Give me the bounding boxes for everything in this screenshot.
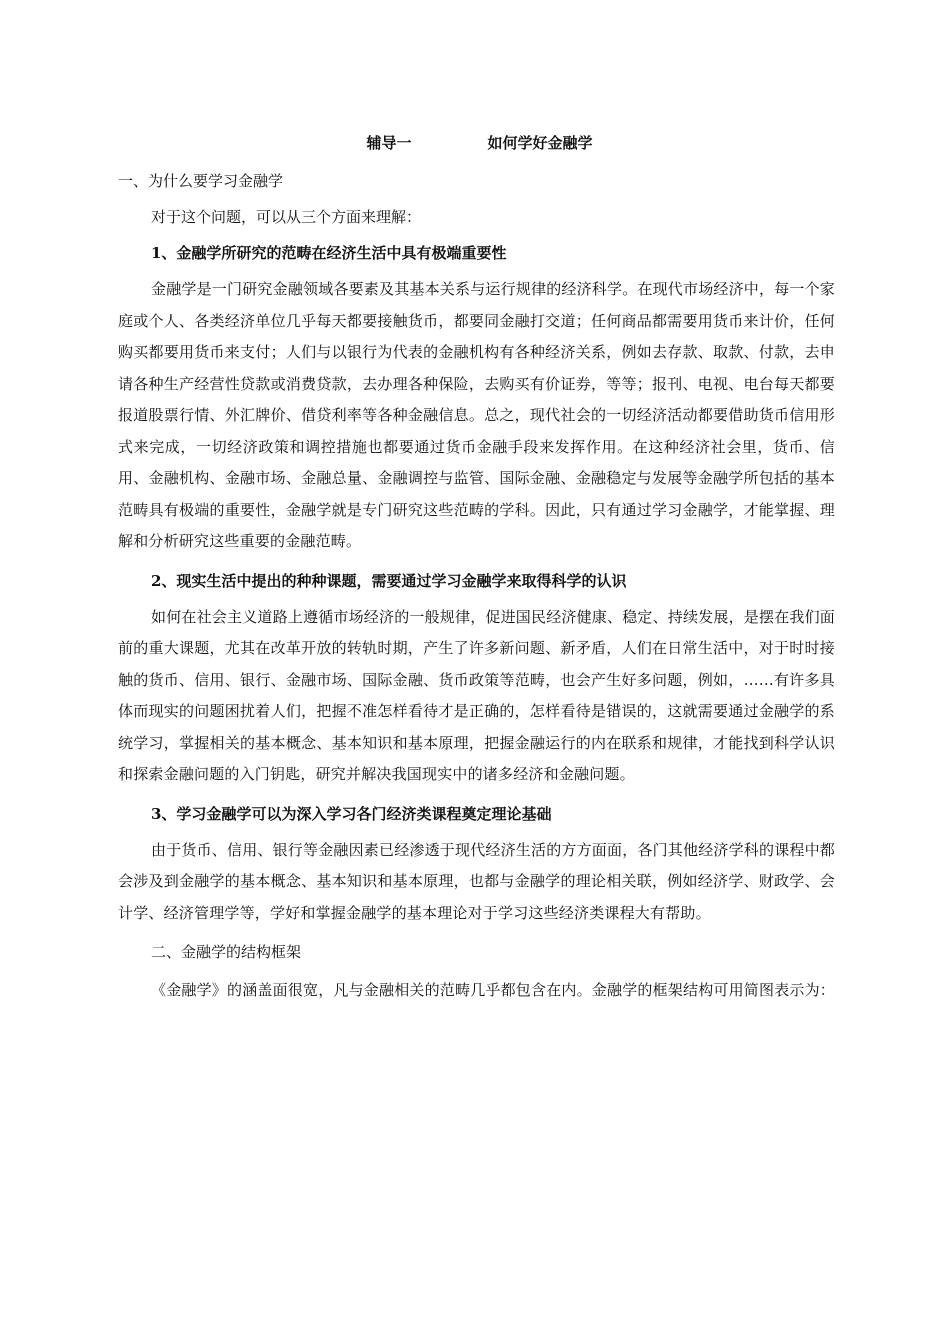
section2-heading: 二、金融学的结构框架 — [151, 943, 302, 961]
point1-body: 金融学是一门研究金融领域各要素及其基本关系与运行规律的经济科学。在现代市场经济中，每一个家庭或个人、各类经济单位几乎每天都要接触货币，都要同金融打交道；任何商品都需要用货币来计价，任何购买都要用货币来支付；人们与以银行为代表的金融机构有各种经济关系，例如去存款、取款、付款，去申请各种生产经营性贷款或消费贷款，去办理各种保险，去购买有价证券，等等；报刊、电视、电台每天都要报道股票行情、外汇牌价、借贷利率等各种金融信息。总之，现代社会的一切经济活动都要借助货币信用形式来完成，一切经济政策和调控措施也都要通过货币金融手段来发挥作用。在这种经济社会里，货币、信用、金融机构、金融市场、金融总量、金融调控与监管、国际金融、金融稳定与发展等金融学所包括的基本范畴具有极端的重要性，金融学就是专门研究这些范畴的学科。因此，只有通过学习金融学，才能掌握、理解和分析研究这些重要的金融范畴。 — [118, 280, 836, 550]
document-title — [118, 128, 835, 158]
section1-intro: 对于这个问题，可以从三个方面来理解： — [151, 208, 422, 226]
point2-heading: 2、现实生活中提出的种种课题，需要通过学习金融学来取得科学的认识 — [151, 571, 627, 590]
document-page — [118, 128, 835, 1007]
point1-heading: 1、金融学所研究的范畴在经济生活中具有极端重要性 — [151, 244, 507, 262]
section2-body: 《金融学》的涵盖面很宽，凡与金融相关的范畴几乎都包含在内。金融学的框架结构可用简图表示为： — [151, 981, 836, 999]
point3-heading: 3、学习金融学可以为深入学习各门经济类课程奠定理论基础 — [151, 804, 552, 823]
point3-body: 由于货币、信用、银行等金融因素已经渗透于现代经济生活的方方面面，各门其他经济学科的课程中都会涉及到金融学的基本概念、基本知识和基本原理，也都与金融学的理论相关联，例如经济学、财政学、会计学、经济管理学等，学好和掌握金融学的基本理论对于学习这些经济类课程大有帮助。 — [118, 840, 836, 922]
title-right: 如何学好金融学 — [487, 134, 593, 152]
section1-heading: 一、为什么要学习金融学 — [118, 172, 284, 190]
title-left: 辅导一 — [366, 134, 412, 152]
point2-body: 如何在社会主义道路上遵循市场经济的一般规律，促进国民经济健康、稳定、持续发展，是摆在我们面前的重大课题，尤其在改革开放的转轨时期，产生了许多新问题、新矛盾，人们在日常生活中，对于时时接触的货币、信用、银行、金融市场、国际金融、货币政策等范畴，也会产生好多问题，例如，……有许多具体而现实的问题困扰着人们，把握不准怎样看待才是正确的，怎样看待是错误的，这就需要通过金融学的系统学习，掌握相关的基本概念、基本知识和基本原理，把握金融运行的内在联系和规律，才能找到科学认识和探索金融问题的入门钥匙，研究并解决我国现实中的诸多经济和金融问题。 — [118, 607, 836, 783]
